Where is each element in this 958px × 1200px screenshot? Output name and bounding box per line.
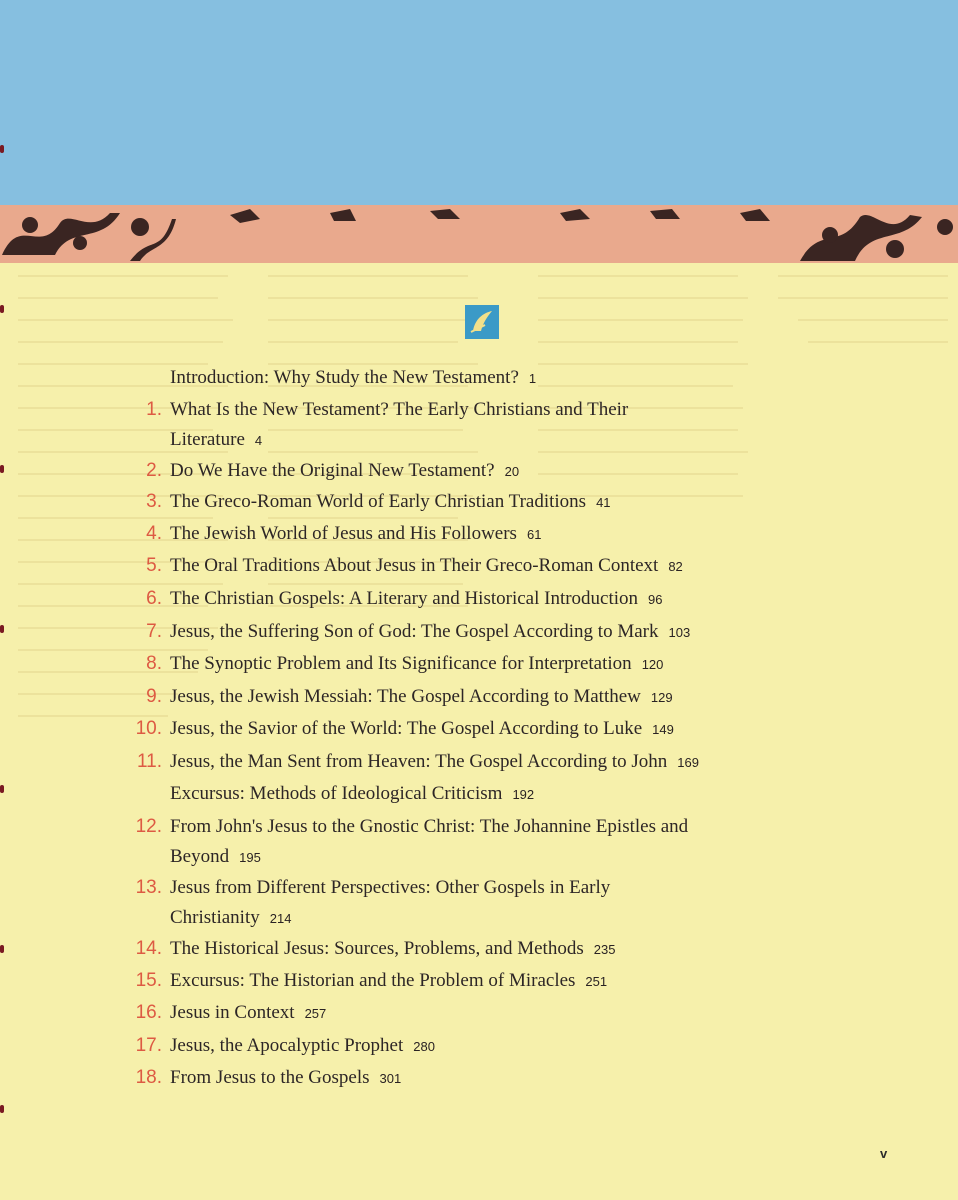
binding-mark xyxy=(0,305,4,313)
chapter-title-line xyxy=(170,648,820,680)
publisher-quill-logo-icon xyxy=(465,305,499,339)
binding-mark xyxy=(0,1105,4,1113)
chapter-title-line xyxy=(170,486,820,518)
page-reference: 82 xyxy=(668,559,683,574)
page-reference: 169 xyxy=(677,755,699,770)
chapter-title-text: The Christian Gospels: A Literary and Historical Introduction xyxy=(170,588,639,609)
chapter-title-line xyxy=(170,713,820,745)
chapter-number: 5. xyxy=(146,555,162,576)
chapter-title-text: Excursus: Methods of Ideological Criticism xyxy=(170,783,503,804)
chapter-number: 14. xyxy=(135,938,162,959)
page-reference: 103 xyxy=(668,625,691,640)
chapter-title-line xyxy=(170,362,820,394)
chapter-title-text: Jesus in Context xyxy=(170,1002,295,1023)
chapter-title-text: The Historical Jesus: Sources, Problems, and Methods xyxy=(170,938,584,959)
chapter-title-line xyxy=(170,394,820,425)
chapter-title-line xyxy=(170,550,820,582)
page-reference: 192 xyxy=(512,787,535,802)
chapter-title-text: The Jewish World of Jesus and His Followers xyxy=(170,523,517,544)
chapter-title-line xyxy=(170,1030,820,1062)
binding-mark xyxy=(0,625,4,633)
page-reference: 61 xyxy=(526,527,542,542)
publisher-logo xyxy=(465,305,499,339)
chapter-number: 17. xyxy=(135,1035,162,1056)
chapter-number: 4. xyxy=(146,523,162,544)
chapter-number: 9. xyxy=(146,686,162,707)
chapter-title-line xyxy=(170,681,820,713)
binding-mark xyxy=(0,465,4,473)
page-reference: 120 xyxy=(641,657,664,672)
page-reference: 195 xyxy=(239,850,261,865)
chapter-number: 12. xyxy=(135,816,162,837)
chapter-title-line xyxy=(170,518,820,550)
chapter-title-text: From Jesus to the Gospels xyxy=(170,1067,370,1088)
chapter-title-text: Introduction: Why Study the New Testament? xyxy=(170,367,519,388)
page-reference: 301 xyxy=(379,1071,402,1086)
page-reference: 214 xyxy=(269,911,292,926)
chapter-number: 15. xyxy=(135,970,162,991)
binding-mark xyxy=(0,785,4,793)
chapter-title-text: The Oral Traditions About Jesus in Their Greco-Roman Context xyxy=(170,555,659,576)
chapter-title-line xyxy=(170,811,820,842)
chapter-title-text: Jesus, the Jewish Messiah: The Gospel According to Matthew xyxy=(170,686,641,707)
vine-pattern-icon xyxy=(0,205,958,263)
chapter-title-line xyxy=(170,841,820,873)
chapter-number: 8. xyxy=(146,653,162,674)
page-reference: 235 xyxy=(593,942,616,957)
chapter-title-text: What Is the New Testament? The Early Christians and Their xyxy=(170,399,629,420)
page-reference: 20 xyxy=(504,464,520,479)
chapter-number: 2. xyxy=(146,460,162,481)
chapter-title-text: Beyond xyxy=(170,846,230,867)
chapter-title-text: Do We Have the Original New Testament? xyxy=(170,460,495,481)
chapter-title-line xyxy=(170,424,820,456)
chapter-title-text: The Greco-Roman World of Early Christian Traditions xyxy=(170,491,587,512)
chapter-title-text: The Synoptic Problem and Its Significance for Interpretation xyxy=(170,653,632,674)
page-reference: 149 xyxy=(652,722,674,737)
chapter-number: 11. xyxy=(136,751,162,772)
chapter-title-text: Jesus, the Savior of the World: The Gospel According to Luke xyxy=(170,718,643,739)
chapter-number: 3. xyxy=(146,491,162,512)
chapter-title-line xyxy=(170,616,820,648)
chapter-number: 10. xyxy=(135,718,162,739)
page-reference: 280 xyxy=(413,1039,435,1054)
chapter-title-line xyxy=(170,872,820,903)
chapter-title-text: Jesus, the Man Sent from Heaven: The Gospel According to John xyxy=(170,751,668,772)
chapter-title-text: From John's Jesus to the Gnostic Christ: The Johannine Epistles and xyxy=(170,816,689,837)
chapter-title-line xyxy=(170,997,820,1029)
chapter-number: 16. xyxy=(135,1002,162,1023)
chapter-number: 7. xyxy=(146,621,162,642)
chapter-title-line xyxy=(170,455,820,487)
page-reference: 4 xyxy=(254,433,263,448)
page-number: v xyxy=(880,1146,888,1161)
chapter-title-text: Christianity xyxy=(170,907,260,928)
chapter-title-text: Excursus: The Historian and the Problem of Miracles xyxy=(170,970,576,991)
binding-mark xyxy=(0,145,4,153)
chapter-title-text: Jesus from Different Perspectives: Other Gospels in Early xyxy=(170,877,611,898)
chapter-title-text: Jesus, the Apocalyptic Prophet xyxy=(170,1035,404,1056)
chapter-title-text: Literature xyxy=(170,429,245,450)
chapter-title-line xyxy=(170,933,820,965)
page-reference: 96 xyxy=(648,592,663,607)
chapter-title-line xyxy=(170,1062,820,1094)
binding-mark xyxy=(0,945,4,953)
chapter-number: 1. xyxy=(146,399,162,420)
page-reference: 257 xyxy=(304,1006,327,1021)
chapter-number: 6. xyxy=(146,588,162,609)
page-reference: 251 xyxy=(585,974,608,989)
chapter-title-line xyxy=(170,778,820,810)
chapter-title-line xyxy=(170,902,820,934)
chapter-number: 18. xyxy=(135,1067,162,1088)
chapter-title-line xyxy=(170,746,820,778)
chapter-title-line xyxy=(170,583,820,615)
chapter-number: 13. xyxy=(135,877,162,898)
top-color-band xyxy=(0,0,958,205)
page-reference: 1 xyxy=(528,371,537,386)
chapter-title-text: Jesus, the Suffering Son of God: The Gospel According to Mark xyxy=(170,621,659,642)
page-reference: 129 xyxy=(650,690,673,705)
page-reference: 41 xyxy=(596,495,611,510)
ornament-strip xyxy=(0,205,958,263)
chapter-title-line xyxy=(170,965,820,997)
